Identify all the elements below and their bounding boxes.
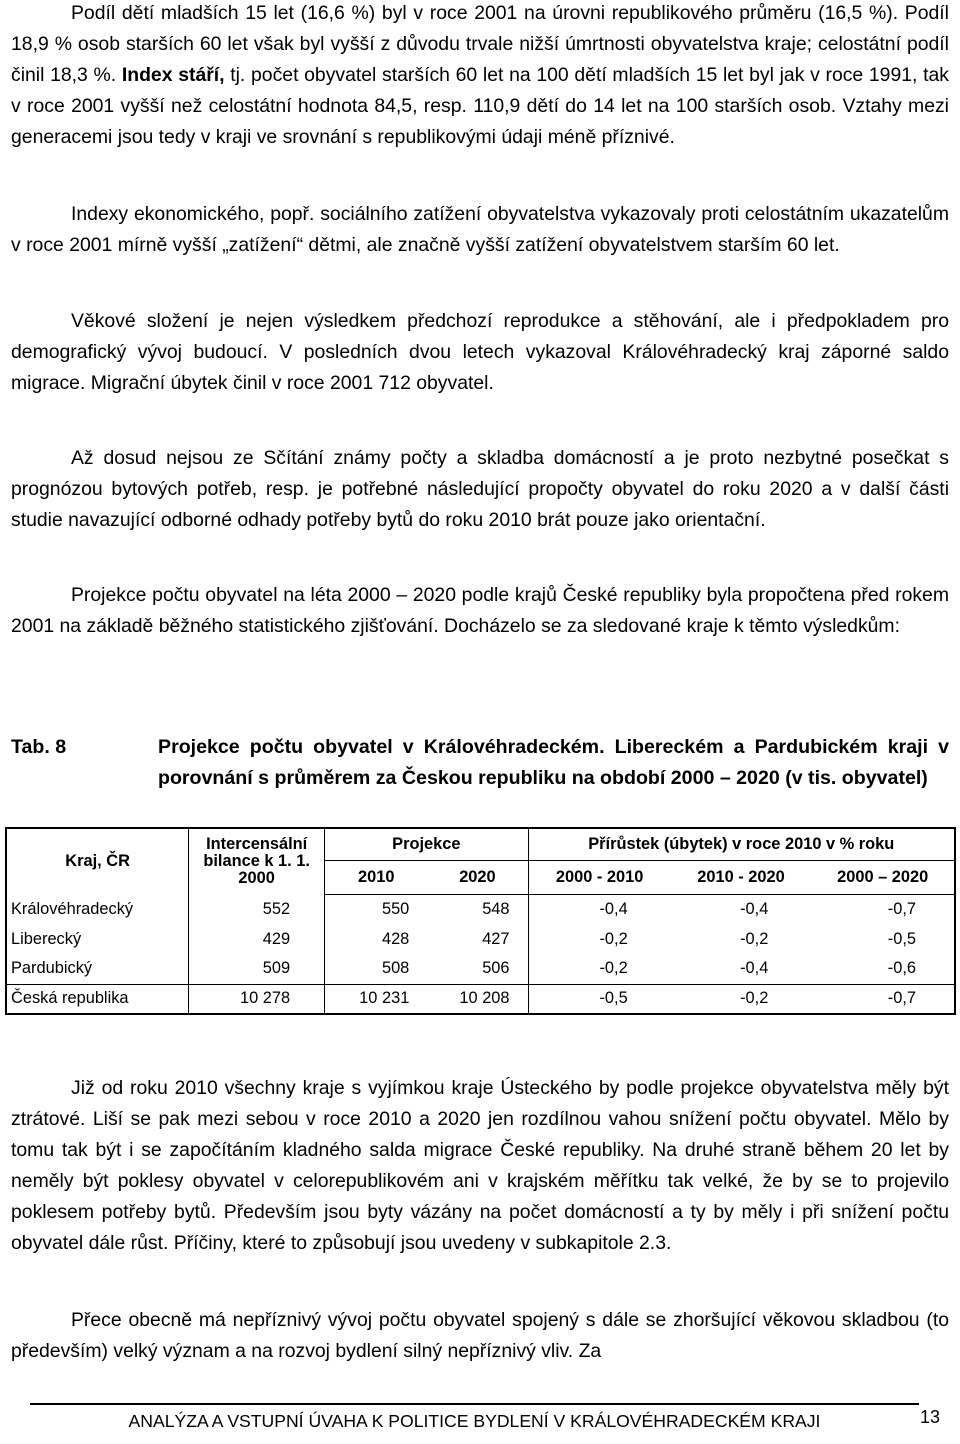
cell-growth-3: -0,7 xyxy=(887,899,916,918)
table-row xyxy=(6,924,955,954)
page-footer: ANALÝZA A VSTUPNÍ ÚVAHA K POLITICE BYDLENÍ V KRÁLOVÉHRADECKÉM KRAJI xyxy=(30,1403,919,1432)
paragraph-age-composition: Věkové složení je nejen výsledkem předchozí reprodukce a stěhování, ale i předpokladem pro demografický vývoj budoucí. V posledních dvou letech vykazoval Královéhradecký kraj záporné saldo migrace. Migrační úbytek činil v roce 2001 712 obyvatel. xyxy=(11,310,949,394)
cell-2010: 508 xyxy=(325,954,428,984)
cell-growth-2: -0,2 xyxy=(740,989,769,1008)
cell-2020: 427 xyxy=(482,929,510,948)
cell-2020: 548 xyxy=(482,899,510,918)
table-row xyxy=(6,954,955,984)
paragraph-unfavourable-trend: Přece obecně má nepříznivý vývoj počtu obyvatel spojený s dále se zhoršující věkovou skladbou (to především) velký význam a na rozvoj bydlení silný nepříznivý vliv. Za xyxy=(11,1309,949,1362)
table-header-row xyxy=(6,828,955,860)
cell-growth-1: -0,2 xyxy=(528,924,671,954)
cell-2000: 10 278 xyxy=(189,984,325,1014)
index-term: Index stáří, xyxy=(121,64,225,86)
paragraph-age-structure xyxy=(11,0,949,153)
cell-growth-1: -0,4 xyxy=(528,894,671,924)
header-growth-2000-2010: 2000 - 2010 xyxy=(528,860,671,894)
header-2020: 2020 xyxy=(427,860,528,894)
paragraph-projection: Projekce počtu obyvatel na léta 2000 – 2020 podle krajů České republiky byla propočtena před rokem 2001 na základě běžného statistického zjišťování. Docházelo se za sledované kraje k těmto výsledkům: xyxy=(11,584,949,637)
header-growth: Přírůstek (úbytek) v roce 2010 v % roku xyxy=(528,828,955,860)
cell-growth-2: -0,4 xyxy=(740,959,769,978)
cell-region: Královéhradecký xyxy=(11,899,134,918)
paragraph-households: Až dosud nejsou ze Sčítání známy počty a skladba domácností a je proto nezbytné posečkat s prognózou bytových potřeb, resp. je potřebné následující propočty obyvatel do roku 2020 a v další části studie navazující odborné odhady potřeby bytů do roku 2010 brát pouze jako orientační. xyxy=(11,447,949,531)
cell-2000: 429 xyxy=(189,924,325,954)
cell-2000: 509 xyxy=(189,954,325,984)
cell-region: Liberecký xyxy=(11,929,82,948)
header-2010: 2010 xyxy=(325,860,428,894)
header-projection: Projekce xyxy=(325,828,528,860)
cell-growth-1: -0,5 xyxy=(528,984,671,1014)
cell-2010: 550 xyxy=(325,894,428,924)
paragraph-economic-load: Indexy ekonomického, popř. sociálního zatížení obyvatelstva vykazovaly proti celostátním ukazatelům v roce 2001 mírně vyšší „zatížení“ dětmi, ale značně vyšší zatížení obyvatelstvem starším 60 let. xyxy=(11,203,949,256)
cell-2010: 10 231 xyxy=(325,984,428,1014)
table-title: Projekce počtu obyvatel v Královéhradeckém. Libereckém a Pardubickém kraji v porovnání s průměrem za Českou republiku na období 2000 – 2020 (v tis. obyvatel) xyxy=(158,736,949,789)
cell-2020: 10 208 xyxy=(459,989,510,1008)
cell-region: Pardubický xyxy=(11,959,93,978)
paragraph-loss-regions: Již od roku 2010 všechny kraje s vyjímkou kraje Ústeckého by podle projekce obyvatelstva měly být ztrátové. Liší se pak mezi sebou v roce 2010 a 2020 jen rozdílnou vahou snížení počtu obyvatel. Mělo by tomu tak být i se započítáním kladného salda migrace České republiky. Na druhé straně během 20 let by neměly být poklesy obyvatel v celorepublikovém ani v krajském měřítku tak velké, že by se to projevilo poklesem potřeby bytů. Především jsou byty vázány na počet domácností a ty by měly i při snížení počtu obyvatel dále růst. Příčiny, které to způsobují jsou uvedeny v subkapitole 2.3. xyxy=(11,1077,949,1254)
cell-2010: 428 xyxy=(325,924,428,954)
table-row xyxy=(6,984,955,1014)
table-row xyxy=(6,894,955,924)
header-growth-2000-2020: 2000 – 2020 xyxy=(811,860,955,894)
cell-growth-2: -0,2 xyxy=(740,929,769,948)
paragraph-text: Podíl dětí mladších 15 let (16,6 %) byl v roce 2001 na úrovni republikového průměru (16,5 %). Podíl 18,9 % osob starších 60 let však byl vyšší z důvodu trvale nižší úmrtnosti obyvatelstva kraje; celostátní podíl činil 18,3 %. xyxy=(11,2,949,86)
cell-growth-3: -0,7 xyxy=(887,989,916,1008)
page-number: 13 xyxy=(920,1407,941,1427)
cell-growth-1: -0,2 xyxy=(528,954,671,984)
cell-growth-2: -0,4 xyxy=(740,899,769,918)
header-intercensal: Intercensální bilance k 1. 1. 2000 xyxy=(189,828,325,894)
cell-growth-3: -0,5 xyxy=(887,929,916,948)
header-region: Kraj, ČR xyxy=(65,852,130,870)
cell-growth-3: -0,6 xyxy=(887,959,916,978)
header-growth-2010-2020: 2010 - 2020 xyxy=(671,860,812,894)
cell-2000: 552 xyxy=(189,894,325,924)
cell-region: Česká republika xyxy=(11,989,129,1008)
table-number: Tab. 8 xyxy=(11,736,67,758)
cell-2020: 506 xyxy=(482,959,510,978)
projection-table xyxy=(5,827,956,1015)
paragraph-text: tj. počet obyvatel starších 60 let na 100 dětí mladších 15 let byl jak v roce 1991, tak v roce 2001 vyšší než celostátní hodnota 84,5, resp. 110,9 dětí do 14 let na 100 starších osob. Vztahy mezi generacemi jsou tedy v kraji ve srovnání s republikovými údaji méně příznivé. xyxy=(11,64,949,148)
